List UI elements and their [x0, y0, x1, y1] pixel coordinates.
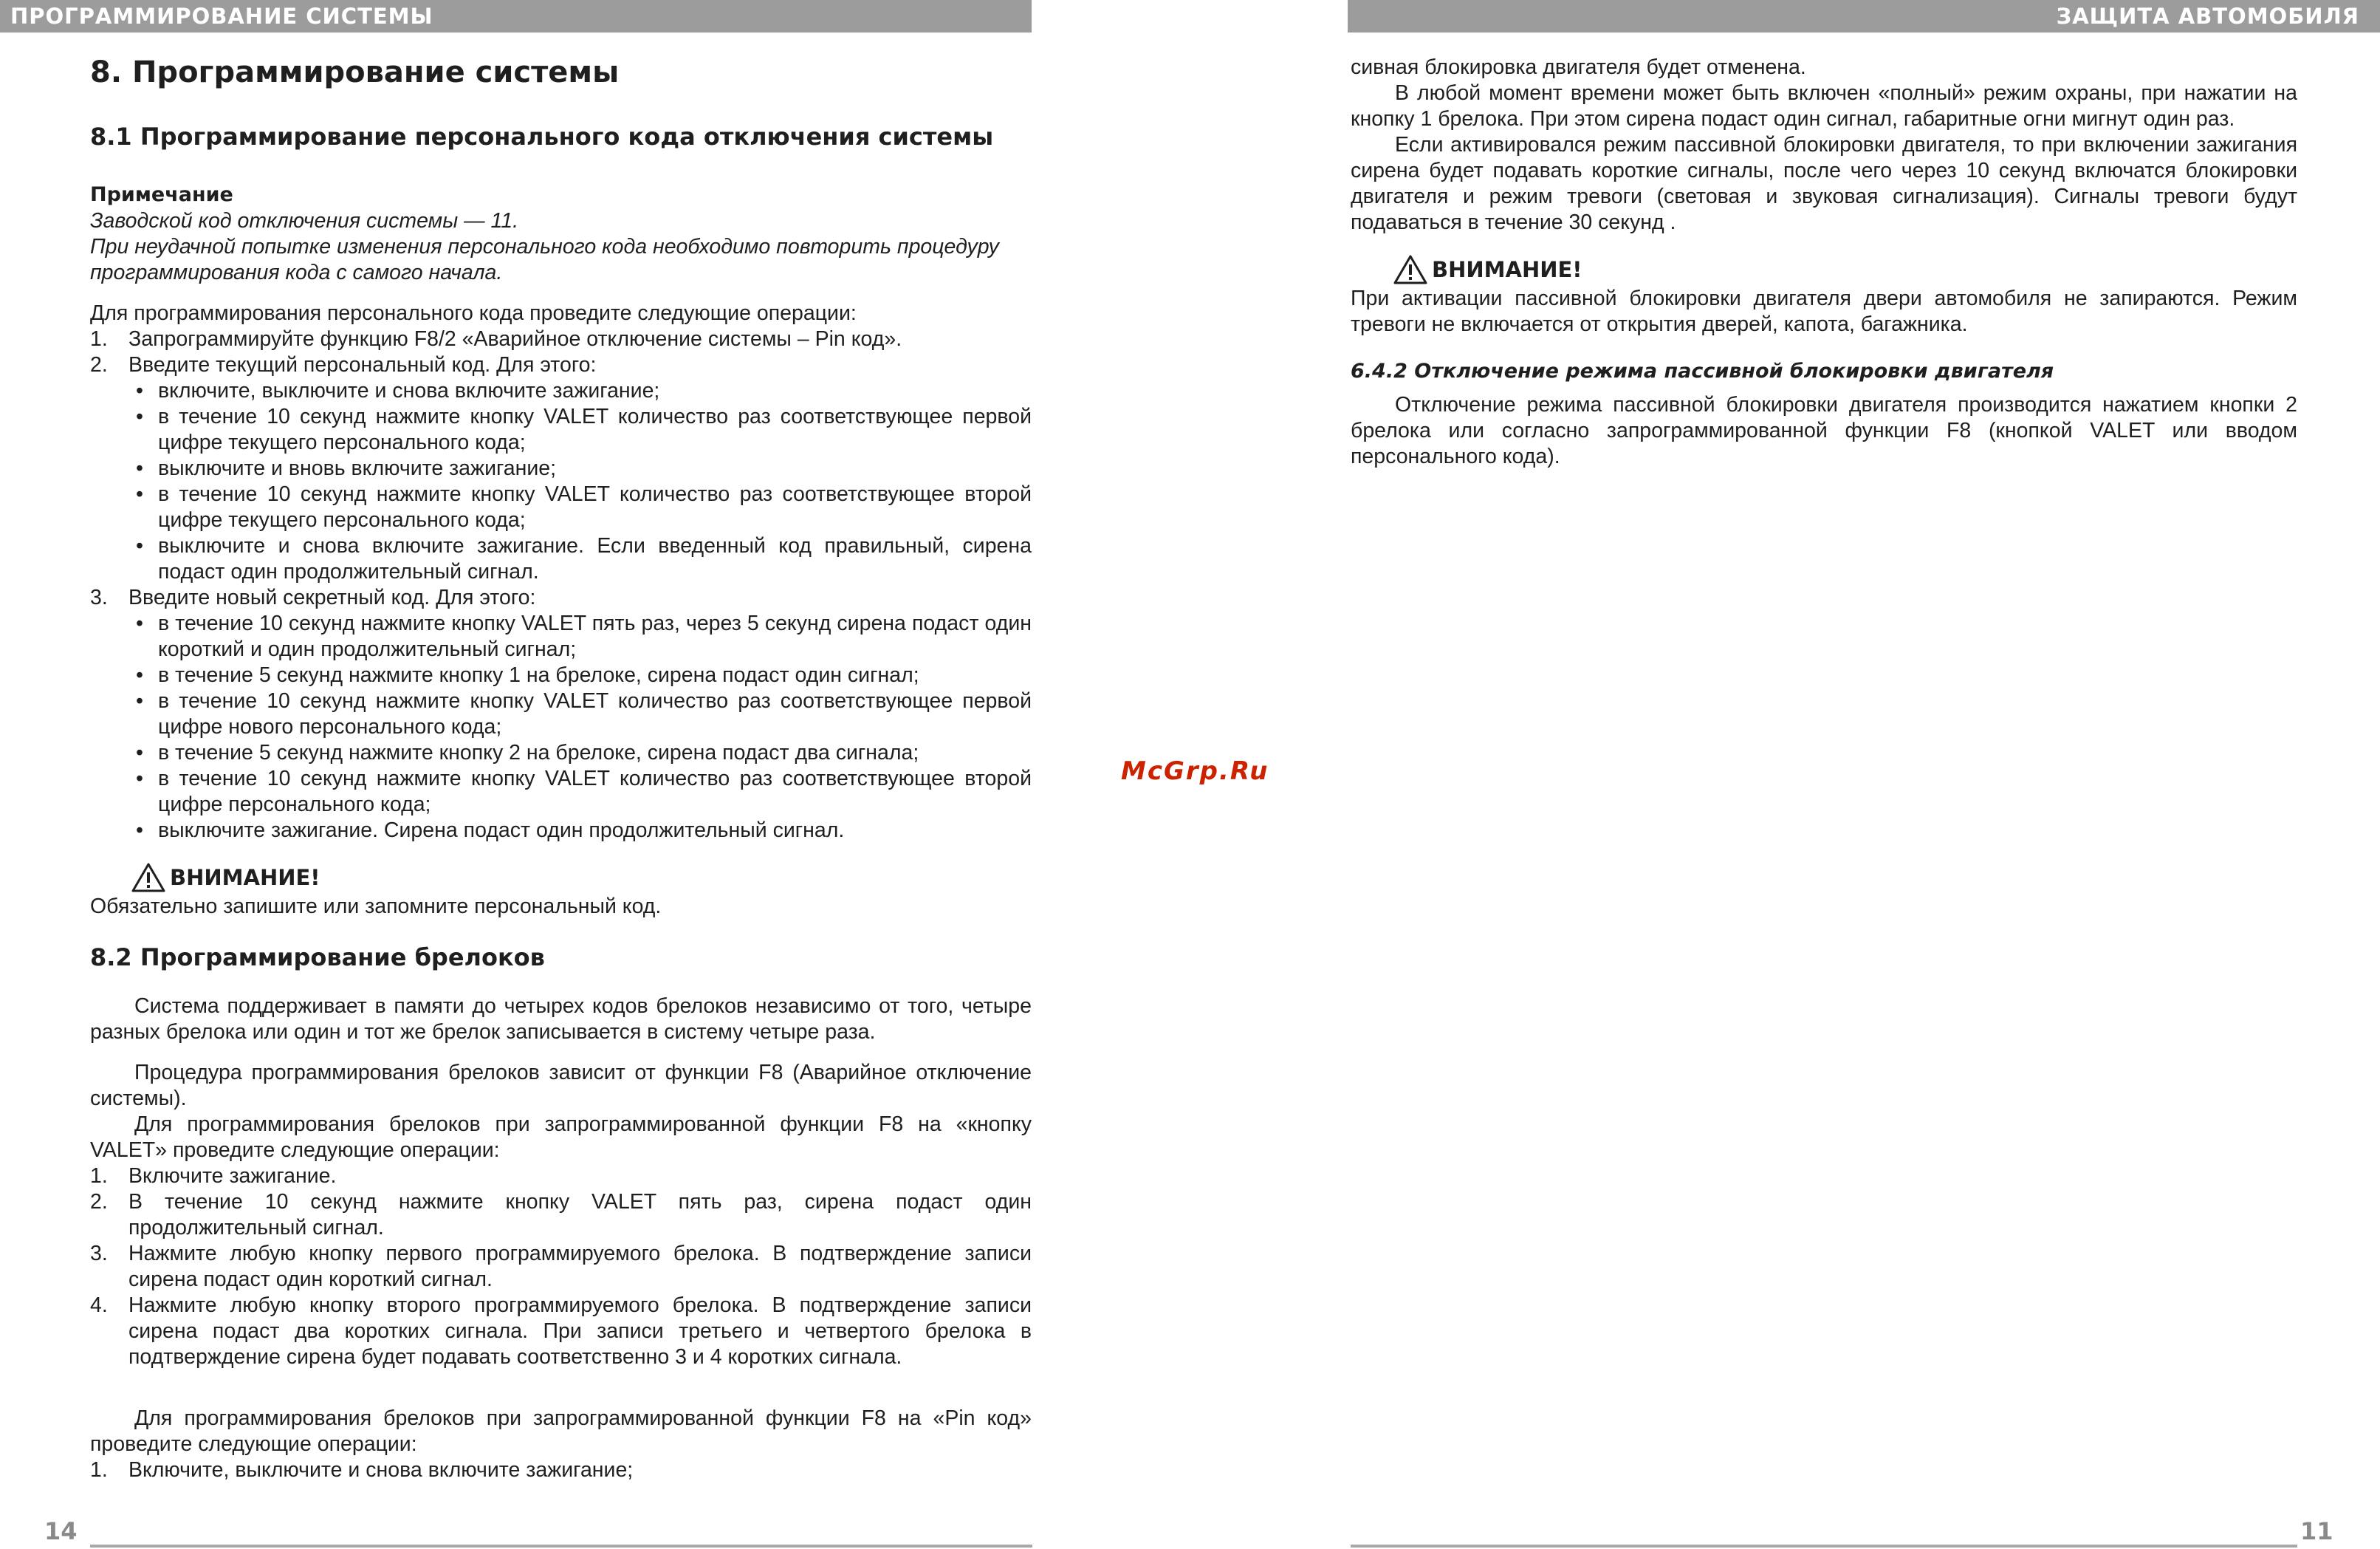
step-text: Включите зажигание. [128, 1164, 337, 1188]
bullet-item: • в течение 10 секунд нажмите кнопку VALET количество раз соответствующее первой цифре нового персонального кода; [128, 688, 1032, 740]
list-item [90, 326, 1032, 352]
step-number: 1. [90, 1458, 108, 1482]
list-item [90, 1241, 1032, 1293]
valet-steps-list [90, 1163, 1032, 1370]
step-number: 3. [90, 586, 108, 609]
step-number: 2. [90, 353, 108, 377]
footer-divider [90, 1545, 1032, 1548]
paragraph: Для программирования брелоков при запрограммированной функции F8 на «Pin код» проведите следующие операции: [90, 1406, 1032, 1456]
step-text: Нажмите любую кнопку второго программируемого брелока. В подтверждение записи сирена подаст два коротких сигнала. При записи третьего и четвертого брелока в подтверждение сирена будет подавать соответственно 3 и 4 коротких сигнала. [128, 1293, 1032, 1369]
step-text: Введите текущий персональный код. Для этого: [128, 353, 597, 377]
bullet-item: • в течение 10 секунд нажмите кнопку VALET количество раз соответствующее первой цифре текущего персонального кода; [128, 404, 1032, 456]
warning-text: Обязательно запишите или запомните персональный код. [90, 895, 662, 918]
paragraph: Отключение режима пассивной блокировки двигателя производится нажатием кнопки 2 брелока или согласно запрограммированной функции F8 (кнопкой VALET или вводом персонального кода). [1351, 393, 2297, 468]
paragraph: Система поддерживает в памяти до четырех кодов брелоков независимо от того, четыре разных брелока или один и тот же брелок записывается в систему четыре раза. [90, 994, 1032, 1044]
pin-steps-list [90, 1457, 1032, 1483]
list-item [90, 1163, 1032, 1189]
paragraph: В любой момент времени может быть включен «полный» режим охраны, при нажатии на кнопку 1 брелока. При этом сирена подаст один сигнал, габаритные огни мигнут один раз. [1351, 81, 2297, 131]
bullet-item: • в течение 10 секунд нажмите кнопку VALET количество раз соответствующее второй цифре текущего персонального кода; [128, 482, 1032, 533]
note-line: Заводской код отключения системы — 11. [90, 209, 519, 233]
left-page [0, 0, 1034, 1549]
watermark: McGrp.Ru [1121, 756, 1269, 786]
section-title: 8. Программирование системы [90, 55, 620, 89]
warning-label: ВНИМАНИЕ! [170, 865, 320, 890]
warning-label: ВНИМАНИЕ! [1432, 257, 1582, 282]
warning-block [1393, 255, 2297, 284]
left-content [90, 52, 1032, 1483]
subsection-6-4-2-title: 6.4.2 Отключение режима пассивной блокировки двигателя [1351, 360, 2054, 383]
bullet-item: • выключите зажигание. Сирена подаст один продолжительный сигнал. [128, 818, 1032, 844]
paragraph: Процедура программирования брелоков зависит от функции F8 (Аварийное отключение системы). [90, 1061, 1032, 1110]
warning-block [131, 863, 1032, 892]
bullet-item: • в течение 5 секунд нажмите кнопку 2 на брелоке, сирена подаст два сигнала; [128, 740, 1032, 766]
note-title: Примечание [90, 183, 233, 206]
step-number: 1. [90, 1164, 108, 1188]
step-text: Запрограммируйте функцию F8/2 «Аварийное отключение системы – Pin код». [128, 327, 902, 351]
subsection-8-2-title: 8.2 Программирование брелоков [90, 943, 545, 971]
paragraph: Если активировался режим пассивной блокировки двигателя, то при включении зажигания сирена будет подавать короткие сигналы, после чего через 10 секунд включатся блокировки двигателя и режим тревоги (световая и звуковая сигнализация). Сигналы тревоги будут подаваться в течение 30 секунд . [1351, 133, 2297, 234]
code-steps-list [90, 326, 1032, 844]
list-item [90, 1293, 1032, 1370]
step-number: 4. [90, 1293, 108, 1317]
list-item [90, 1457, 1032, 1483]
paragraph: сивная блокировка двигателя будет отменена. [1351, 55, 1806, 79]
page-number: 14 [44, 1517, 78, 1545]
step-number: 1. [90, 327, 108, 351]
bullet-item: • в течение 10 секунд нажмите кнопку VALET пять раз, через 5 секунд сирена подаст один короткий и один продолжительный сигнал; [128, 611, 1032, 663]
bullet-item: • выключите и вновь включите зажигание; [128, 456, 1032, 482]
right-content [1351, 55, 2297, 470]
step-number: 2. [90, 1190, 108, 1214]
paragraph: Для программирования брелоков при запрограммированной функции F8 на «кнопку VALET» проведите следующие операции: [90, 1112, 1032, 1162]
page-number: 11 [2300, 1517, 2333, 1545]
intro-text: Для программирования персонального кода проведите следующие операции: [90, 301, 857, 325]
bullet-item: • выключите и снова включите зажигание. Если введенный код правильный, сирена подаст один продолжительный сигнал. [128, 533, 1032, 585]
bullet-list [128, 611, 1032, 844]
bullet-item: • в течение 10 секунд нажмите кнопку VALET количество раз соответствующее второй цифре персонального кода; [128, 766, 1032, 818]
footer-divider [1351, 1545, 2297, 1548]
left-header: ПРОГРАММИРОВАНИЕ СИСТЕМЫ [0, 0, 1032, 33]
list-item [90, 352, 1032, 585]
note-line: При неудачной попытке изменения персонального кода необходимо повторить процедуру программирования кода с самого начала. [90, 235, 999, 284]
bullet-item: • включите, выключите и снова включите зажигание; [128, 378, 1032, 404]
warning-triangle-icon [1393, 255, 1427, 284]
step-text: Включите, выключите и снова включите зажигание; [128, 1458, 634, 1482]
right-header: ЗАЩИТА АВТОМОБИЛЯ [1348, 0, 2380, 33]
right-page [1348, 0, 2380, 1549]
bullet-list [128, 378, 1032, 585]
step-text: В течение 10 секунд нажмите кнопку VALET пять раз, сирена подаст один продолжительный сигнал. [128, 1190, 1032, 1239]
bullet-item: • в течение 5 секунд нажмите кнопку 1 на брелоке, сирена подаст один сигнал; [128, 663, 1032, 688]
step-text: Введите новый секретный код. Для этого: [128, 586, 536, 609]
list-item [90, 585, 1032, 844]
step-text: Нажмите любую кнопку первого программируемого брелока. В подтверждение записи сирена подаст один короткий сигнал. [128, 1242, 1032, 1291]
step-number: 3. [90, 1242, 108, 1265]
warning-text: При активации пассивной блокировки двигателя двери автомобиля не запираются. Режим тревоги не включается от открытия дверей, капота, багажника. [1351, 287, 2297, 336]
warning-triangle-icon [131, 863, 165, 892]
list-item [90, 1189, 1032, 1241]
subsection-8-1-title: 8.1 Программирование персонального кода отключения системы [90, 123, 994, 151]
